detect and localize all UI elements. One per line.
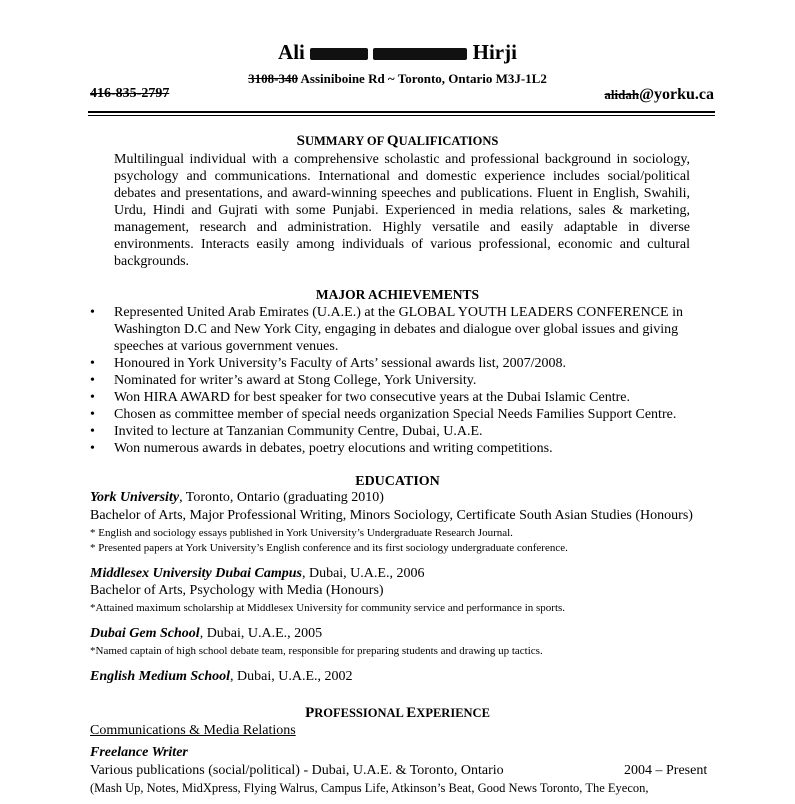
york-entry: York University, Toronto, Ontario (graduating 2010) bbox=[90, 490, 384, 505]
achievements-heading: MAJOR ACHIEVEMENTS bbox=[315, 287, 480, 302]
list-item: • Nominated for writer’s award at Stong College, York University. bbox=[90, 372, 730, 389]
job-publications: (Mash Up, Notes, MidXpress, Flying Walrus, Campus Life, Atkinson’s Beat, Good News Toronto, The Eyecon, bbox=[90, 781, 649, 795]
last-name: Hirji bbox=[472, 40, 517, 64]
york-note-2: * Presented papers at York University’s English conference and its first sociology undergraduate conference. bbox=[90, 542, 568, 554]
email-domain: @yorku.ca bbox=[639, 86, 714, 103]
list-item: • Won numerous awards in debates, poetry elocutions and writing competitions. bbox=[90, 440, 730, 457]
list-item: • Represented United Arab Emirates (U.A.E.) at the GLOBAL YOUTH LEADERS CONFERENCE in Washington D.C and New York City, engaging in debates and dialogue over global issues and giving speeches at various government venues. bbox=[90, 304, 730, 355]
redacted-middle-name-1 bbox=[310, 48, 368, 60]
summary-heading: SUMMARY OF QUALIFICATIONS bbox=[296, 133, 499, 149]
education-heading: EDUCATION bbox=[355, 474, 440, 489]
school-name: York University bbox=[90, 490, 180, 505]
list-item: • Chosen as committee member of special needs organization Special Needs Families Support Centre. bbox=[90, 406, 730, 423]
email-address[interactable] bbox=[604, 86, 714, 104]
middlesex-entry: Middlesex University Dubai Campus, Dubai, U.A.E., 2006 bbox=[90, 566, 425, 581]
english-medium-entry: English Medium School, Dubai, U.A.E., 2002 bbox=[90, 669, 353, 684]
list-item: • Honoured in York University’s Faculty of Arts’ sessional awards list, 2007/2008. bbox=[90, 355, 730, 372]
email-redacted-part: alidah bbox=[604, 87, 640, 102]
york-note-1: * English and sociology essays published in York University’s Undergraduate Research Journal. bbox=[90, 527, 513, 539]
address-text: Assiniboine Rd ~ Toronto, Ontario M3J-1L2 bbox=[300, 71, 547, 86]
redacted-middle-name-2 bbox=[373, 48, 467, 60]
dubai-gem-entry: Dubai Gem School, Dubai, U.A.E., 2005 bbox=[90, 626, 323, 641]
list-item: • Won HIRA AWARD for best speaker for two consecutive years at the Dubai Islamic Centre. bbox=[90, 389, 730, 406]
job-dates: 2004 – Present bbox=[624, 763, 708, 778]
job-title: Freelance Writer bbox=[90, 745, 188, 760]
header-divider-thin bbox=[88, 115, 715, 116]
school-name: English Medium School bbox=[90, 669, 231, 684]
middlesex-degree: Bachelor of Arts, Psychology with Media (Honours) bbox=[90, 583, 384, 598]
summary-text: Multilingual individual with a comprehensive scholastic and professional background in sociology, psychology and communications. International and domestic experience includes social/political debates and presentations, and award-winning speeches and publications. Fluent in English, Swahili, Urdu, Hindi and Gujrati with some Punjabi. Experienced in media relations, sales & marketing, management, research and administration. Highly versatile and easily adaptable in diverse environments. Interacts easily among individuals of various professional, economic and cultural backgrounds. bbox=[114, 152, 690, 269]
dubai-gem-note: *Named captain of high school debate team, responsible for preparing students and drawing up tactics. bbox=[90, 645, 543, 657]
york-degree: Bachelor of Arts, Major Professional Writing, Minors Sociology, Certificate South Asian Studies (Honours) bbox=[90, 508, 693, 523]
list-item: • Invited to lecture at Tanzanian Community Centre, Dubai, U.A.E. bbox=[90, 423, 730, 440]
first-name: Ali bbox=[278, 40, 305, 64]
middlesex-note: *Attained maximum scholarship at Middlesex University for community service and performance in sports. bbox=[90, 602, 566, 614]
school-name: Dubai Gem School bbox=[90, 626, 200, 641]
header-divider-thick bbox=[88, 111, 715, 113]
job-description: Various publications (social/political) - Dubai, U.A.E. & Toronto, Ontario bbox=[90, 763, 504, 778]
address-number: 3108-340 bbox=[248, 71, 298, 86]
school-name: Middlesex University Dubai Campus bbox=[90, 566, 302, 581]
experience-subheading: Communications & Media Relations bbox=[90, 723, 296, 738]
job-line bbox=[90, 763, 715, 779]
address-line bbox=[0, 71, 795, 87]
achievements-list bbox=[90, 304, 730, 457]
candidate-name bbox=[0, 40, 795, 65]
experience-heading: PROFESSIONAL EXPERIENCE bbox=[305, 705, 490, 721]
phone-number: 416-835-2797 bbox=[90, 86, 170, 101]
